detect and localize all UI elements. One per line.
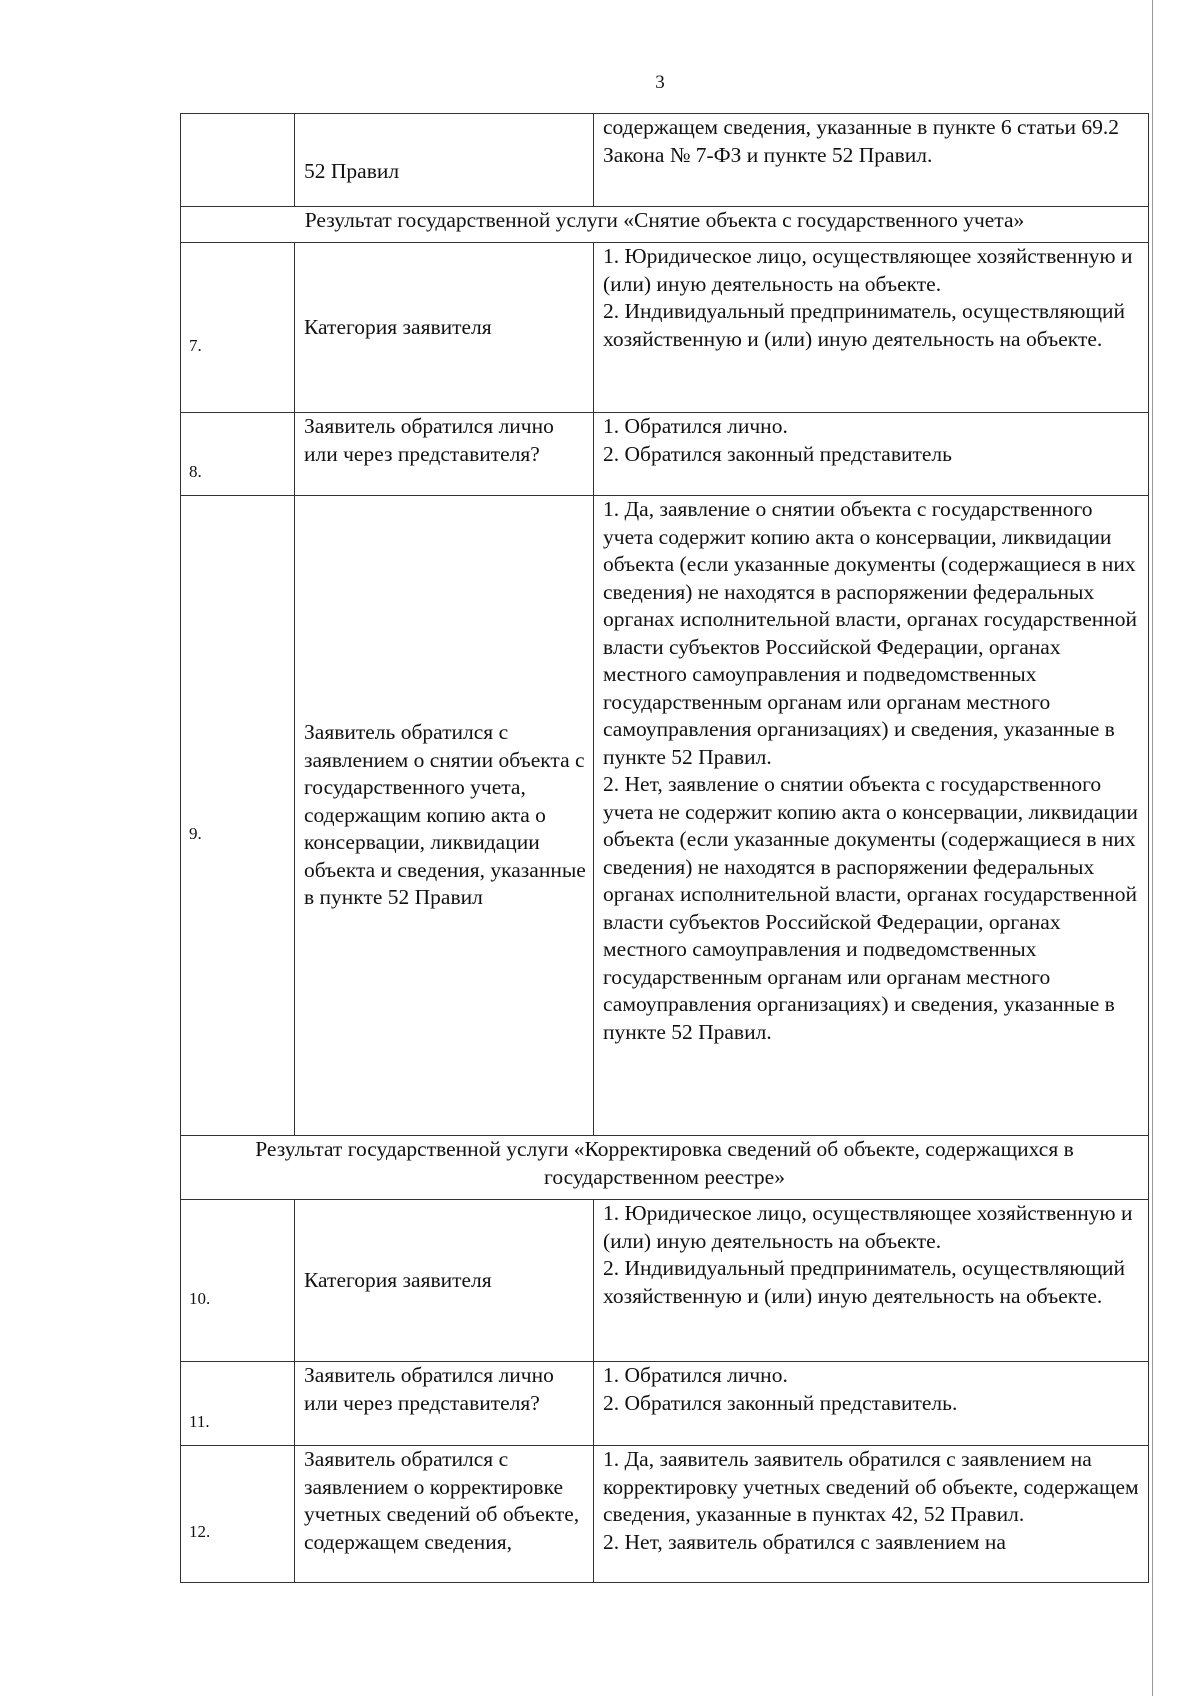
row-criterion: Категория заявителя <box>295 1200 594 1362</box>
criteria-table <box>180 113 1149 1583</box>
row-answer: 1. Обратился лично. 2. Обратился законный представитель <box>594 413 1149 496</box>
row-number: 7. <box>181 243 295 413</box>
row-answer: 1. Юридическое лицо, осуществляющее хозяйственную и (или) иную деятельность на объекте. 2. Индивидуальный предприниматель, осуществляющий хозяйственную и (или) иную деятельность на объекте. <box>594 1200 1149 1362</box>
row-number: 11. <box>181 1362 295 1446</box>
row-answer: содержащем сведения, указанные в пункте 6 статьи 69.2 Закона № 7-ФЗ и пункте 52 Правил. <box>594 114 1149 207</box>
row-number: 12. <box>181 1446 295 1583</box>
row-criterion: Категория заявителя <box>295 243 594 413</box>
row-number <box>181 114 295 207</box>
row-criterion: Заявитель обратился с заявлением о корректировке учетных сведений об объекте, содержащем сведения, <box>295 1446 594 1583</box>
section-header-row <box>181 1136 1149 1200</box>
section-header-row <box>181 207 1149 243</box>
scan-edge-line <box>1152 0 1153 1696</box>
row-answer: 1. Обратился лично. 2. Обратился законный представитель. <box>594 1362 1149 1446</box>
row-answer: 1. Да, заявление о снятии объекта с государственного учета содержит копию акта о консервации, ликвидации объекта (если указанные документы (содержащиеся в них сведения) не находятся в распоряжении федеральных органах исполнительной власти, органах государственной власти субъектов Российской Федерации, органах местного самоуправления и подведомственных государственным органам или органам местного самоуправления организациях) и сведения, указанные в пункте 52 Правил. 2. Нет, заявление о снятии объекта с государственного учета не содержит копию акта о консервации, ликвидации объекта (если указанные документы (содержащиеся в них сведения) не находятся в распоряжении федеральных органах исполнительной власти, органах государственной власти субъектов Российской Федерации, органах местного самоуправления и подведомственных государственным органам или органам местного самоуправления организациях) и сведения, указанные в пункте 52 Правил. <box>594 496 1149 1136</box>
row-criterion: Заявитель обратился с заявлением о снятии объекта с государственного учета, содержащим копию акта о консервации, ликвидации объекта и сведения, указанные в пункте 52 Правил <box>295 496 594 1136</box>
row-criterion: 52 Правил <box>295 114 594 207</box>
row-number: 8. <box>181 413 295 496</box>
page-number: 3 <box>655 72 665 93</box>
row-answer: 1. Да, заявитель заявитель обратился с заявлением на корректировку учетных сведений об объекте, содержащем сведения, указанные в пунктах 42, 52 Правил. 2. Нет, заявитель обратился с заявлением на <box>594 1446 1149 1583</box>
table-row <box>181 413 1149 496</box>
table-row <box>181 243 1149 413</box>
row-criterion: Заявитель обратился лично или через представителя? <box>295 1362 594 1446</box>
row-number: 9. <box>181 496 295 1136</box>
table-row <box>181 496 1149 1136</box>
table-row <box>181 114 1149 207</box>
section-title-correction: Результат государственной услуги «Корректировка сведений об объекте, содержащихся в государственном реестре» <box>181 1136 1149 1200</box>
table-row <box>181 1200 1149 1362</box>
table-row <box>181 1362 1149 1446</box>
row-number: 10. <box>181 1200 295 1362</box>
row-answer: 1. Юридическое лицо, осуществляющее хозяйственную и (или) иную деятельность на объекте. 2. Индивидуальный предприниматель, осуществляющий хозяйственную и (или) иную деятельность на объекте. <box>594 243 1149 413</box>
section-title-removal: Результат государственной услуги «Снятие объекта с государственного учета» <box>181 207 1149 243</box>
row-criterion: Заявитель обратился лично или через представителя? <box>295 413 594 496</box>
table-row <box>181 1446 1149 1583</box>
